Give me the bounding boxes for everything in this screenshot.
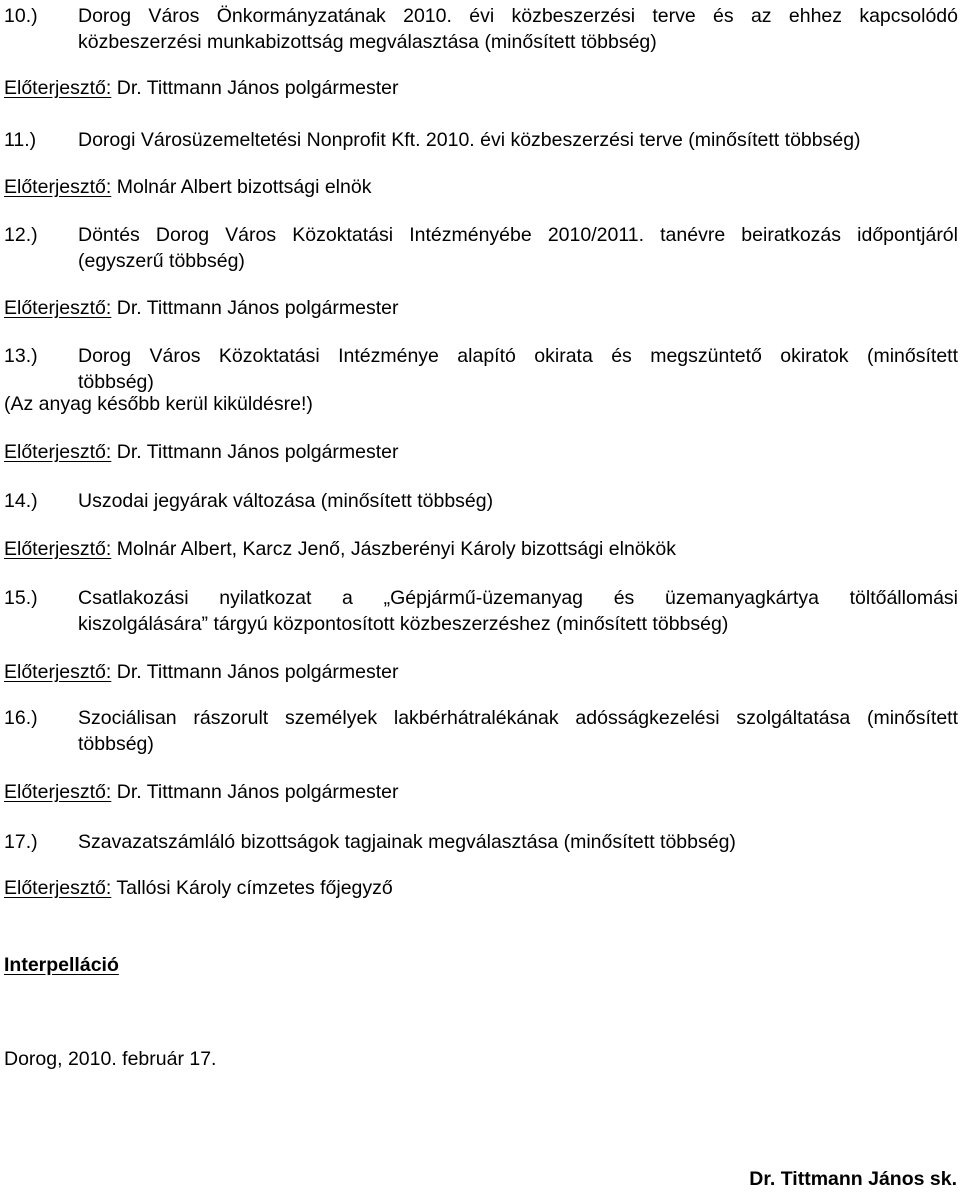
presenter-label: Előterjesztő: (4, 176, 112, 198)
agenda-item-12 (4, 222, 958, 274)
agenda-item-line: kiszolgálására” tárgyú központosított közbeszerzéshez (minősített többség) (78, 613, 729, 635)
agenda-item-15 (4, 585, 958, 637)
agenda-item-line: (egyszerű többség) (78, 250, 245, 272)
presenter-name: Dr. Tittmann János polgármester (116, 297, 399, 319)
presenter-line (4, 439, 399, 465)
presenter-line (4, 659, 399, 685)
agenda-item-line: közbeszerzési munkabizottság megválasztása (minősített többség) (78, 31, 657, 53)
agenda-item-title (78, 829, 958, 855)
presenter-name: Molnár Albert bizottsági elnök (116, 176, 372, 198)
agenda-item-line: többség) (78, 371, 154, 393)
agenda-item-title (78, 585, 958, 637)
agenda-item-number: 14.) (4, 490, 38, 512)
agenda-item-line: többség) (78, 733, 154, 755)
agenda-item-10 (4, 3, 958, 55)
presenter-line (4, 875, 393, 901)
presenter-name: Dr. Tittmann János polgármester (116, 441, 399, 463)
presenter-label: Előterjesztő: (4, 661, 112, 683)
agenda-item-title (78, 127, 958, 153)
presenter-line (4, 75, 399, 101)
agenda-item-line: Döntés Dorog Város Közoktatási Intézményébe 2010/2011. tanévre beiratkozás időpontjáról (78, 224, 958, 246)
presenter-label: Előterjesztő: (4, 538, 112, 560)
agenda-item-16 (4, 705, 958, 757)
presenter-label: Előterjesztő: (4, 441, 112, 463)
agenda-item-number: 11.) (4, 129, 37, 151)
document-date: Dorog, 2010. február 17. (4, 1048, 217, 1070)
agenda-item-title (78, 705, 958, 757)
agenda-item-number: 10.) (4, 5, 38, 27)
presenter-label: Előterjesztő: (4, 781, 112, 803)
agenda-item-line: Dorog Város Önkormányzatának 2010. évi közbeszerzési terve és az ehhez kapcsolódó (78, 5, 958, 27)
presenter-line (4, 779, 399, 805)
presenter-name: Molnár Albert, Karcz Jenő, Jászberényi Károly bizottsági elnökök (116, 538, 677, 560)
presenter-name: Tallósi Károly címzetes főjegyző (116, 877, 393, 899)
agenda-item-title (78, 222, 958, 274)
agenda-item-14 (4, 488, 958, 514)
presenter-name: Dr. Tittmann János polgármester (116, 661, 399, 683)
presenter-line (4, 295, 399, 321)
agenda-item-number: 13.) (4, 345, 38, 367)
presenter-line (4, 536, 676, 562)
interpellation-heading: Interpelláció (4, 954, 119, 976)
agenda-item-13 (4, 343, 958, 395)
agenda-item-line: Dorogi Városüzemeltetési Nonprofit Kft. 2010. évi közbeszerzési terve (minősített többség) (78, 129, 861, 151)
agenda-item-line: Szociálisan rászorult személyek lakbérhátralékának adósságkezelési szolgáltatása (minősített (78, 707, 958, 729)
agenda-item-number: 15.) (4, 587, 38, 609)
agenda-item-line: Csatlakozási nyilatkozat a „Gépjármű-üzemanyag és üzemanyagkártya töltőállomási (78, 587, 958, 609)
agenda-item-line: Szavazatszámláló bizottságok tagjainak megválasztása (minősített többség) (78, 831, 736, 853)
agenda-item-title (78, 488, 958, 514)
signature: Dr. Tittmann János sk. (749, 1168, 957, 1190)
presenter-name: Dr. Tittmann János polgármester (116, 77, 399, 99)
agenda-item-number: 16.) (4, 707, 38, 729)
presenter-label: Előterjesztő: (4, 877, 112, 899)
presenter-line (4, 174, 371, 200)
presenter-label: Előterjesztő: (4, 297, 112, 319)
agenda-item-number: 12.) (4, 224, 38, 246)
agenda-item-line: Uszodai jegyárak változása (minősített többség) (78, 490, 494, 512)
agenda-item-line: Dorog Város Közoktatási Intézménye alapító okirata és megszüntető okiratok (minősített (78, 345, 958, 367)
agenda-item-title (78, 343, 958, 395)
presenter-name: Dr. Tittmann János polgármester (116, 781, 399, 803)
agenda-item-note: (Az anyag később kerül kiküldésre!) (4, 393, 313, 415)
agenda-item-number: 17.) (4, 831, 38, 853)
agenda-item-17 (4, 829, 958, 855)
presenter-label: Előterjesztő: (4, 77, 112, 99)
agenda-item-11 (4, 127, 958, 153)
agenda-item-title (78, 3, 958, 55)
